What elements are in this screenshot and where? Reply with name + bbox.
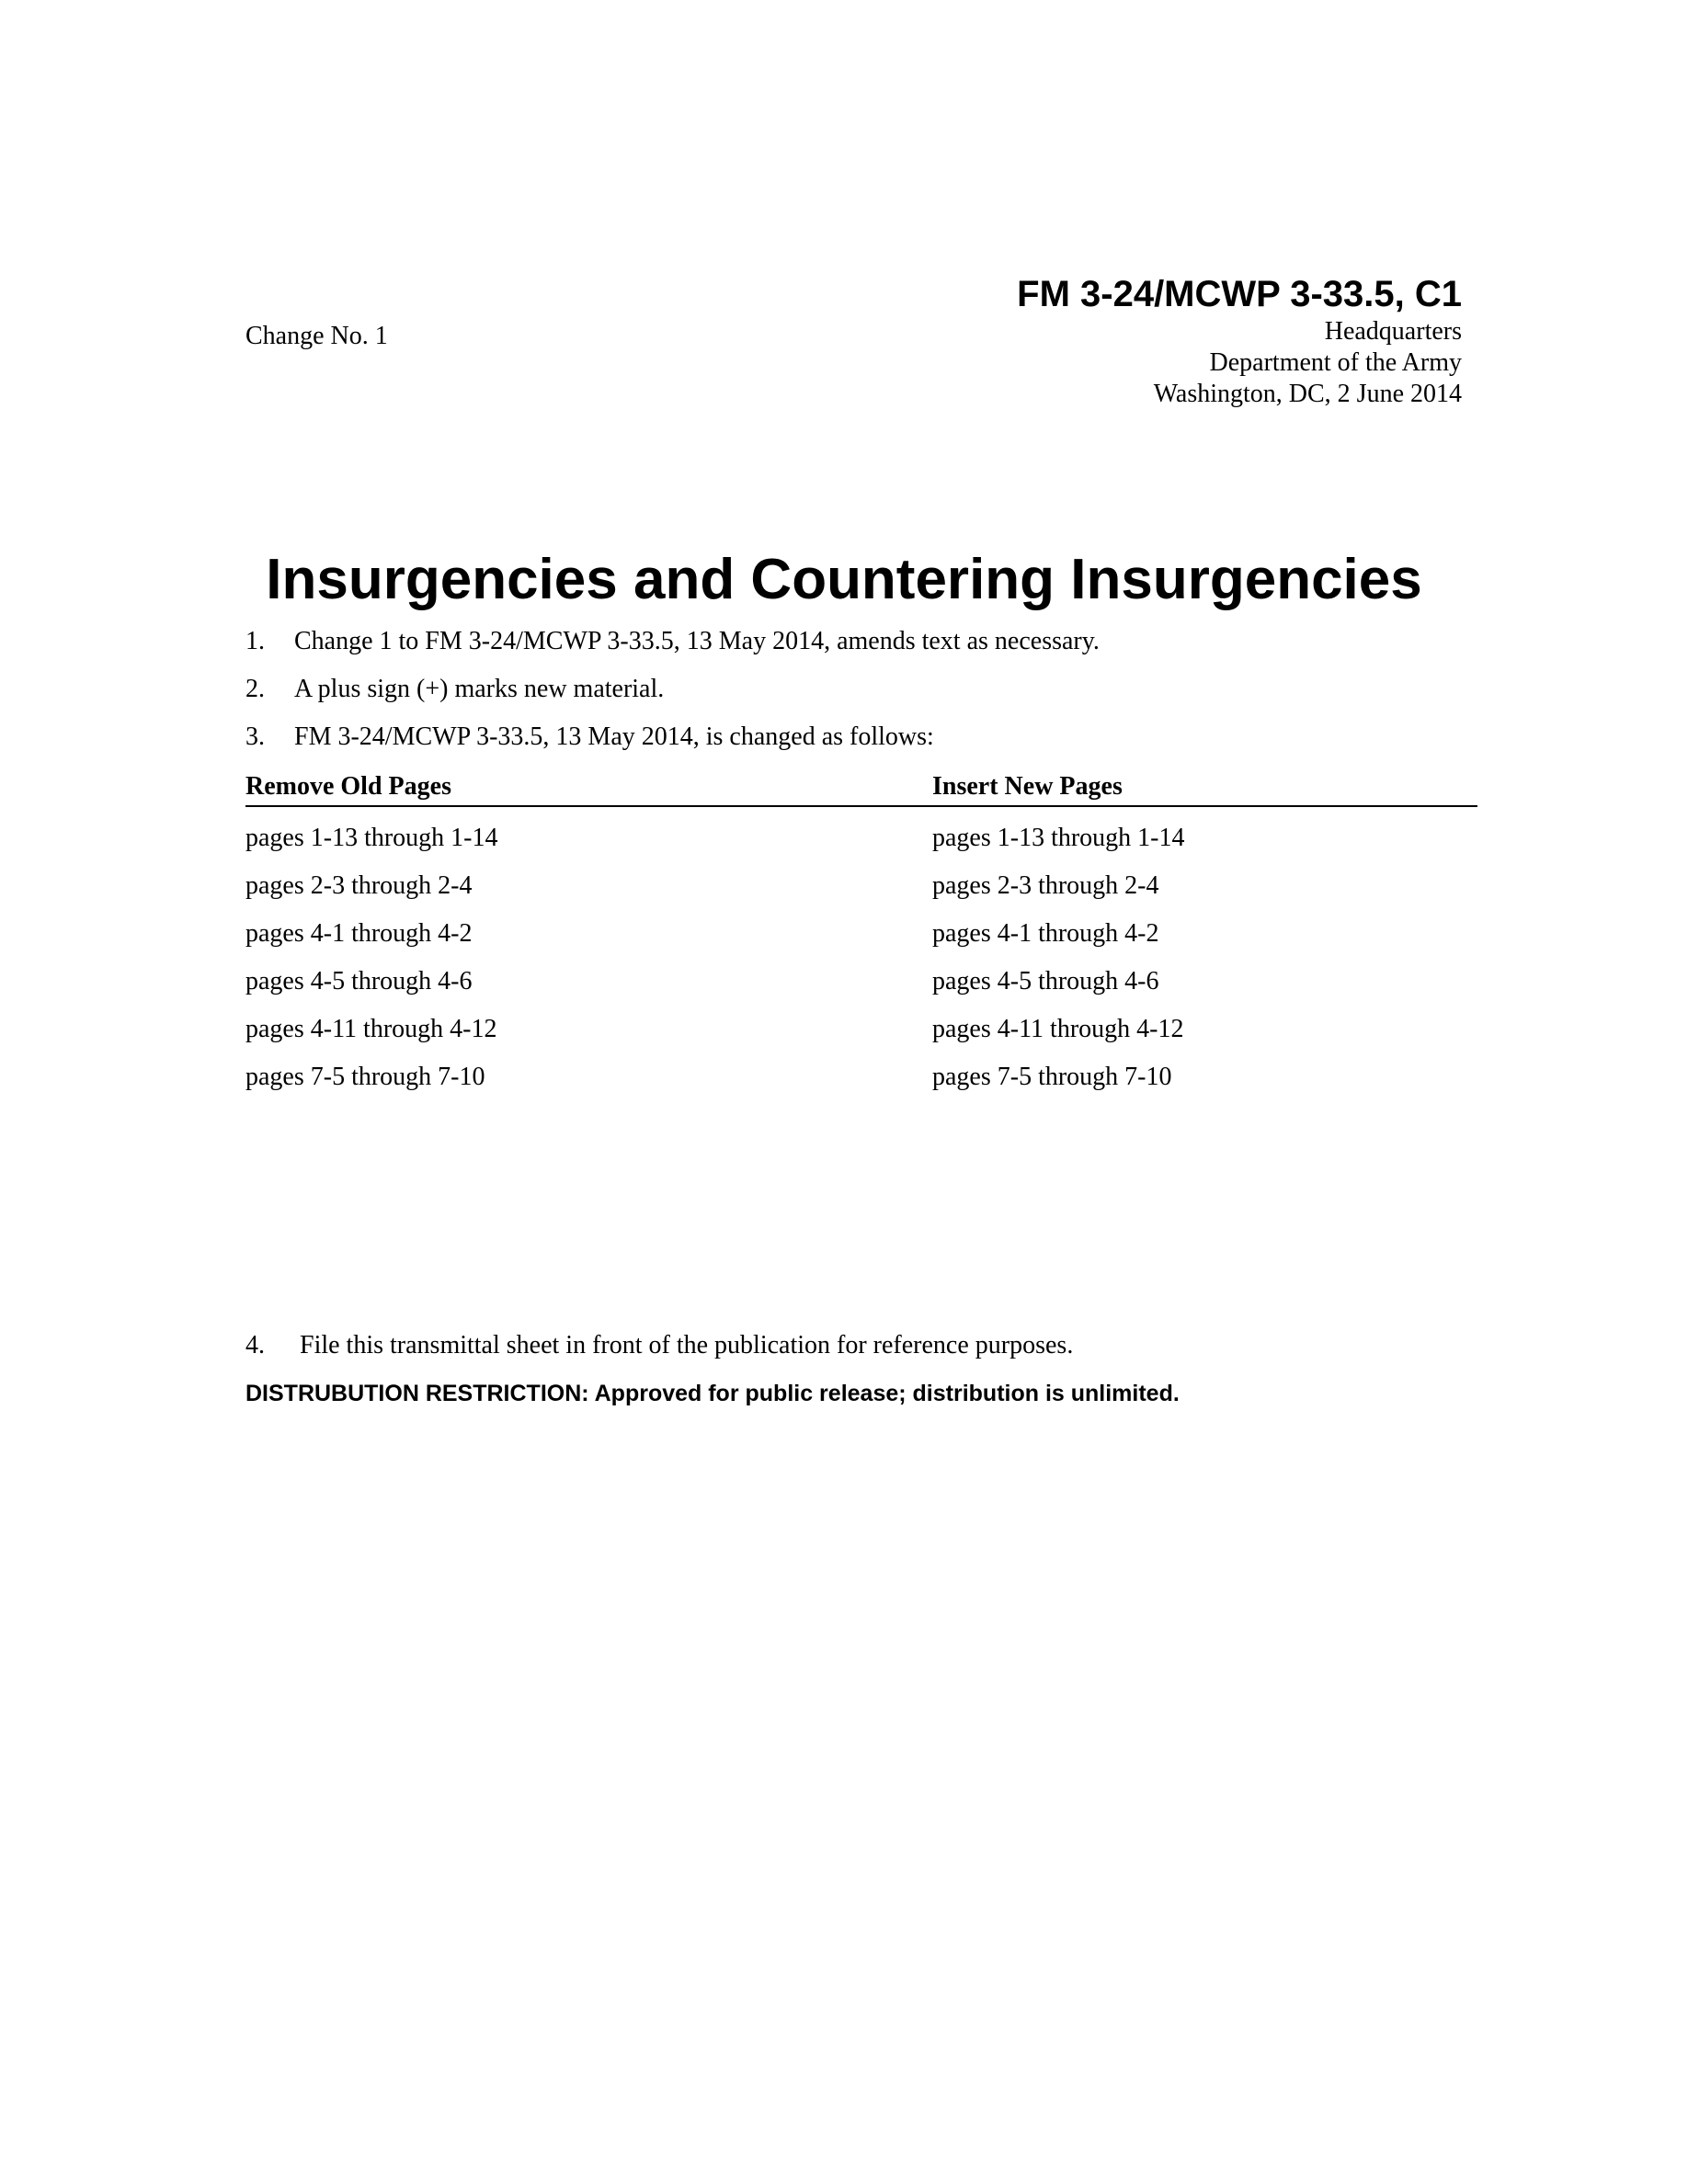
pages-table-header [245, 770, 1477, 807]
item-text: Change 1 to FM 3-24/MCWP 3-33.5, 13 May 2014, amends text as necessary. [294, 627, 1100, 655]
item-number: 3. [245, 722, 265, 751]
item-text: A plus sign (+) marks new material. [294, 675, 665, 703]
table-row [245, 917, 1477, 950]
item-number: 1. [245, 627, 265, 655]
table-row [245, 870, 1477, 903]
distribution-restriction: DISTRUBUTION RESTRICTION: Approved for public release; distribution is unlimited. [245, 1381, 1180, 1406]
list-item-4 [245, 1329, 1073, 1362]
item-number: 2. [245, 675, 265, 703]
old-pages-cell: pages 2-3 through 2-4 [245, 871, 473, 900]
table-row [245, 965, 1477, 998]
item-text: File this transmittal sheet in front of the publication for reference purposes. [300, 1331, 1074, 1359]
headquarters-block [1154, 316, 1462, 410]
old-pages-cell: pages 4-11 through 4-12 [245, 1015, 497, 1043]
table-row [245, 1013, 1477, 1046]
new-pages-cell: pages 7-5 through 7-10 [932, 1063, 1172, 1091]
document-id: FM 3-24/MCWP 3-33.5, C1 [1017, 274, 1462, 314]
new-pages-cell: pages 4-1 through 4-2 [932, 919, 1159, 948]
new-pages-cell: pages 1-13 through 1-14 [932, 824, 1185, 852]
change-number: Change No. 1 [245, 322, 388, 350]
item-text: FM 3-24/MCWP 3-33.5, 13 May 2014, is changed as follows: [294, 722, 934, 751]
new-pages-cell: pages 2-3 through 2-4 [932, 871, 1159, 900]
old-pages-cell: pages 7-5 through 7-10 [245, 1063, 485, 1091]
header-insert-new-pages: Insert New Pages [932, 772, 1123, 801]
new-pages-cell: pages 4-11 through 4-12 [932, 1015, 1184, 1043]
list-item-1 [245, 625, 1100, 658]
new-pages-cell: pages 4-5 through 4-6 [932, 967, 1159, 995]
table-row [245, 1061, 1477, 1094]
list-item-2 [245, 673, 664, 706]
hq-line-1: Headquarters [1324, 317, 1462, 346]
header-remove-old-pages: Remove Old Pages [245, 772, 451, 801]
table-row [245, 822, 1477, 855]
item-number: 4. [245, 1331, 265, 1359]
page-title: Insurgencies and Countering Insurgencies [266, 548, 1422, 611]
list-item-3 [245, 721, 934, 754]
hq-line-3: Washington, DC, 2 June 2014 [1153, 380, 1462, 408]
old-pages-cell: pages 1-13 through 1-14 [245, 824, 498, 852]
old-pages-cell: pages 4-1 through 4-2 [245, 919, 473, 948]
old-pages-cell: pages 4-5 through 4-6 [245, 967, 473, 995]
hq-line-2: Department of the Army [1209, 348, 1462, 377]
